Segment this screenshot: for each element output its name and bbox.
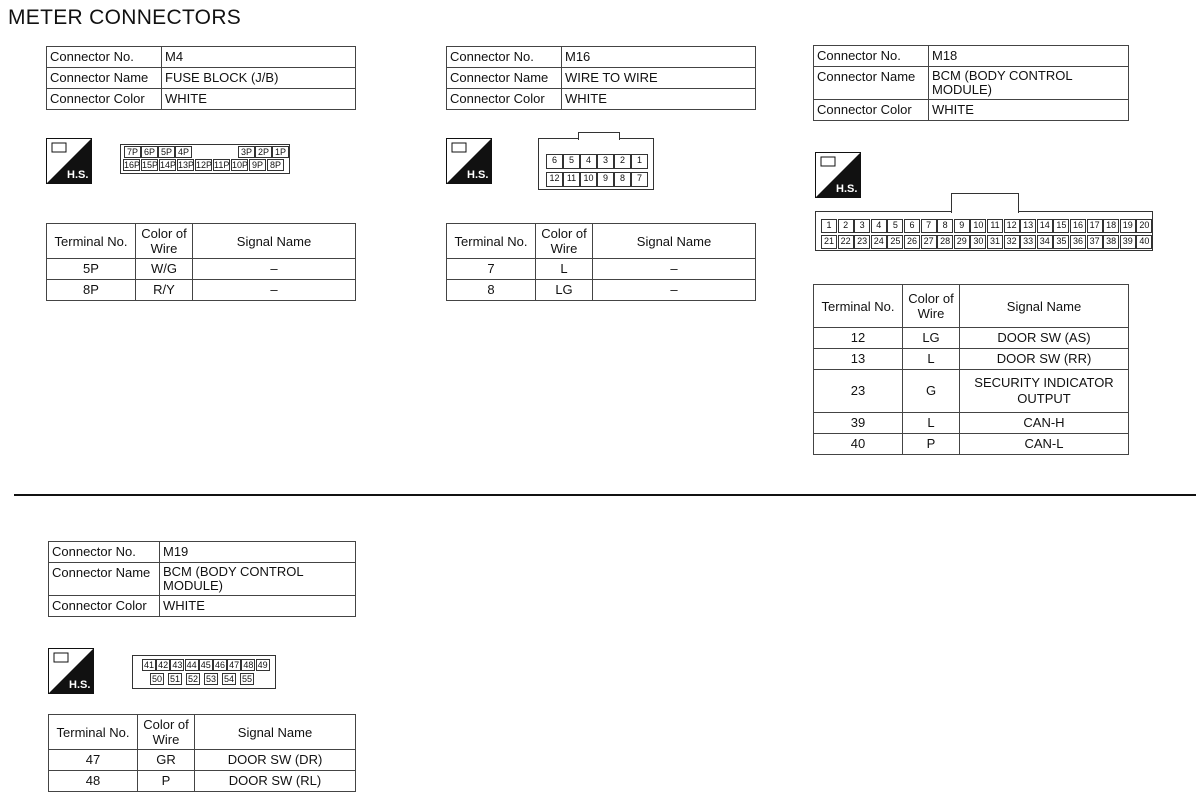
- connector-pin: 46: [214, 660, 225, 670]
- terminal-no: 40: [814, 434, 903, 455]
- signal-name: –: [193, 259, 356, 280]
- connector-pin: 33: [1020, 235, 1036, 249]
- connector-no-value: M18: [929, 46, 1129, 67]
- connector-pin: 21: [821, 235, 837, 249]
- connector-pin: 32: [1004, 235, 1020, 249]
- label-connector-no: Connector No.: [447, 47, 562, 68]
- connector-pin: 3P: [238, 146, 255, 158]
- label-connector-color: Connector Color: [47, 89, 162, 110]
- label-connector-color: Connector Color: [814, 100, 929, 121]
- connector-pin: 35: [1053, 235, 1069, 249]
- terminal-no: 13: [814, 349, 903, 370]
- wire-color: L: [903, 413, 960, 434]
- connector-pin: 48: [243, 660, 254, 670]
- hs-icon: [48, 648, 94, 694]
- terminal-no: 7: [447, 259, 536, 280]
- connector-m16-face: [538, 132, 654, 192]
- label-connector-color: Connector Color: [49, 596, 160, 617]
- section-divider: [14, 494, 1196, 496]
- connector-pin: 10P: [232, 160, 249, 170]
- connector-pin: 9: [954, 219, 970, 233]
- connector-pin: 13: [1020, 219, 1036, 233]
- wire-color: P: [138, 771, 195, 792]
- connector-pin: 11: [987, 219, 1003, 233]
- connector-m18-terminals: [813, 284, 1129, 455]
- connector-pin: 12: [546, 172, 563, 187]
- hs-icon: [446, 138, 492, 184]
- connector-name-value: BCM (BODY CONTROL MODULE): [160, 563, 356, 596]
- hs-icon: [46, 138, 92, 184]
- terminal-no: 8: [447, 280, 536, 301]
- header-terminal-no: Terminal No.: [49, 715, 138, 750]
- signal-name: SECURITY INDICATOR OUTPUT: [960, 370, 1129, 413]
- header-terminal-no: Terminal No.: [814, 285, 903, 328]
- label-connector-no: Connector No.: [814, 46, 929, 67]
- svg-text:H.S.: H.S.: [67, 169, 89, 181]
- connector-pin: 34: [1037, 235, 1053, 249]
- connector-pin: 29: [954, 235, 970, 249]
- signal-name: –: [193, 280, 356, 301]
- connector-pin: 43: [172, 660, 183, 670]
- connector-pin: 25: [887, 235, 903, 249]
- wire-color: R/Y: [136, 280, 193, 301]
- connector-pin: 16: [1070, 219, 1086, 233]
- header-color-of-wire: Color of Wire: [536, 224, 593, 259]
- connector-color-value: WHITE: [162, 89, 356, 110]
- connector-pin: 1: [821, 219, 837, 233]
- connector-pin: 22: [838, 235, 854, 249]
- connector-pin: 7: [921, 219, 937, 233]
- connector-pin: 20: [1136, 219, 1152, 233]
- connector-m4-info: [46, 46, 356, 110]
- label-connector-name: Connector Name: [49, 563, 160, 596]
- connector-pin: 1: [631, 154, 648, 169]
- svg-text:H.S.: H.S.: [69, 679, 91, 691]
- connector-pin: 24: [871, 235, 887, 249]
- connector-pin: 18: [1103, 219, 1119, 233]
- header-color-of-wire: Color of Wire: [903, 285, 960, 328]
- header-signal-name: Signal Name: [593, 224, 756, 259]
- connector-pin: 55: [241, 674, 252, 684]
- connector-pin: 11P: [214, 160, 230, 170]
- signal-name: –: [593, 280, 756, 301]
- connector-pin: 5: [563, 154, 580, 169]
- connector-pin: 27: [921, 235, 937, 249]
- connector-m4-face: [120, 144, 290, 174]
- connector-pin: 16P: [124, 160, 141, 170]
- connector-no-value: M16: [562, 47, 756, 68]
- header-signal-name: Signal Name: [193, 224, 356, 259]
- connector-pin: 23: [854, 235, 870, 249]
- connector-latch: [951, 193, 1019, 213]
- terminal-no: 8P: [47, 280, 136, 301]
- connector-pin: 44: [186, 660, 197, 670]
- connector-pin: 8: [937, 219, 953, 233]
- connector-pin: 51: [169, 674, 180, 684]
- connector-m18-info: [813, 45, 1129, 121]
- signal-name: DOOR SW (RL): [195, 771, 356, 792]
- signal-name: DOOR SW (RR): [960, 349, 1129, 370]
- connector-color-value: WHITE: [562, 89, 756, 110]
- connector-pin: 2P: [255, 146, 272, 158]
- wire-color: L: [903, 349, 960, 370]
- label-connector-color: Connector Color: [447, 89, 562, 110]
- connector-pin: 4: [871, 219, 887, 233]
- connector-name-value: WIRE TO WIRE: [562, 68, 756, 89]
- connector-pin: 10: [580, 172, 597, 187]
- signal-name: DOOR SW (AS): [960, 328, 1129, 349]
- connector-pin: 15P: [142, 160, 159, 170]
- svg-text:H.S.: H.S.: [467, 169, 489, 181]
- connector-m18-face: [815, 193, 1153, 253]
- connector-color-value: WHITE: [160, 596, 356, 617]
- signal-name: CAN-L: [960, 434, 1129, 455]
- connector-m19-face: [132, 655, 276, 689]
- connector-pin: 14P: [160, 160, 177, 170]
- connector-pin: 36: [1070, 235, 1086, 249]
- connector-pin: 10: [970, 219, 986, 233]
- connector-pin: 37: [1087, 235, 1103, 249]
- header-terminal-no: Terminal No.: [47, 224, 136, 259]
- connector-pin: 26: [904, 235, 920, 249]
- connector-pin: 2: [838, 219, 854, 233]
- header-color-of-wire: Color of Wire: [138, 715, 195, 750]
- label-connector-name: Connector Name: [447, 68, 562, 89]
- connector-pin: 8: [614, 172, 631, 187]
- connector-pin: 31: [987, 235, 1003, 249]
- connector-pin: 11: [563, 172, 580, 187]
- connector-pin: 50: [151, 674, 162, 684]
- connector-pin: 6P: [141, 146, 158, 158]
- connector-m16-info: [446, 46, 756, 110]
- label-connector-no: Connector No.: [49, 542, 160, 563]
- header-color-of-wire: Color of Wire: [136, 224, 193, 259]
- connector-pin: 9P: [249, 159, 266, 171]
- connector-pin: 52: [187, 674, 198, 684]
- signal-name: –: [593, 259, 756, 280]
- connector-pin: 41: [143, 660, 154, 670]
- connector-m19-terminals: [48, 714, 356, 792]
- connector-pin: 39: [1120, 235, 1136, 249]
- connector-pin: 7P: [124, 146, 141, 158]
- connector-pin: 3: [597, 154, 614, 169]
- hs-icon: [815, 152, 861, 198]
- connector-pin: 54: [223, 674, 234, 684]
- connector-pin: 4P: [175, 146, 192, 158]
- connector-pin: 49: [257, 660, 268, 670]
- connector-pin: 38: [1103, 235, 1119, 249]
- label-connector-no: Connector No.: [47, 47, 162, 68]
- connector-latch: [578, 132, 620, 140]
- wire-color: W/G: [136, 259, 193, 280]
- connector-pin: 3: [854, 219, 870, 233]
- connector-color-value: WHITE: [929, 100, 1129, 121]
- terminal-no: 23: [814, 370, 903, 413]
- connector-pin: 17: [1087, 219, 1103, 233]
- connector-pin: 53: [205, 674, 216, 684]
- connector-pin: 2: [614, 154, 631, 169]
- connector-pin: 5: [887, 219, 903, 233]
- connector-pin: 14: [1037, 219, 1053, 233]
- connector-pin: 6: [546, 154, 563, 169]
- connector-name-value: BCM (BODY CONTROL MODULE): [929, 67, 1129, 100]
- svg-text:H.S.: H.S.: [836, 183, 858, 195]
- connector-pin: 7: [631, 172, 648, 187]
- connector-pin: 12P: [196, 160, 213, 170]
- wire-color: GR: [138, 750, 195, 771]
- connector-m19-info: [48, 541, 356, 617]
- connector-pin: 47: [229, 660, 240, 670]
- header-signal-name: Signal Name: [195, 715, 356, 750]
- connector-pin: 30: [970, 235, 986, 249]
- connector-pin: 5P: [158, 146, 175, 158]
- page-title: METER CONNECTORS: [8, 6, 242, 29]
- connector-m4-terminals: [46, 223, 356, 301]
- connector-no-value: M19: [160, 542, 356, 563]
- terminal-no: 5P: [47, 259, 136, 280]
- connector-pin: 6: [904, 219, 920, 233]
- connector-pin: 8P: [267, 159, 284, 171]
- terminal-no: 39: [814, 413, 903, 434]
- wire-color: L: [536, 259, 593, 280]
- terminal-no: 47: [49, 750, 138, 771]
- label-connector-name: Connector Name: [814, 67, 929, 100]
- header-terminal-no: Terminal No.: [447, 224, 536, 259]
- connector-pin: 45: [200, 660, 211, 670]
- signal-name: DOOR SW (DR): [195, 750, 356, 771]
- connector-pin: 9: [597, 172, 614, 187]
- connector-pin: 19: [1120, 219, 1136, 233]
- connector-no-value: M4: [162, 47, 356, 68]
- connector-m16-terminals: [446, 223, 756, 301]
- connector-name-value: FUSE BLOCK (J/B): [162, 68, 356, 89]
- connector-pin: 15: [1053, 219, 1069, 233]
- terminal-no: 48: [49, 771, 138, 792]
- label-connector-name: Connector Name: [47, 68, 162, 89]
- connector-pin: 1P: [272, 146, 289, 158]
- signal-name: CAN-H: [960, 413, 1129, 434]
- wire-color: G: [903, 370, 960, 413]
- wire-color: LG: [903, 328, 960, 349]
- connector-pin: 13P: [178, 160, 195, 170]
- connector-pin: 42: [158, 660, 169, 670]
- connector-pin: 12: [1004, 219, 1020, 233]
- header-signal-name: Signal Name: [960, 285, 1129, 328]
- connector-pin: 4: [580, 154, 597, 169]
- connector-pin: 28: [937, 235, 953, 249]
- terminal-no: 12: [814, 328, 903, 349]
- connector-pin: 40: [1136, 235, 1152, 249]
- wire-color: LG: [536, 280, 593, 301]
- wire-color: P: [903, 434, 960, 455]
